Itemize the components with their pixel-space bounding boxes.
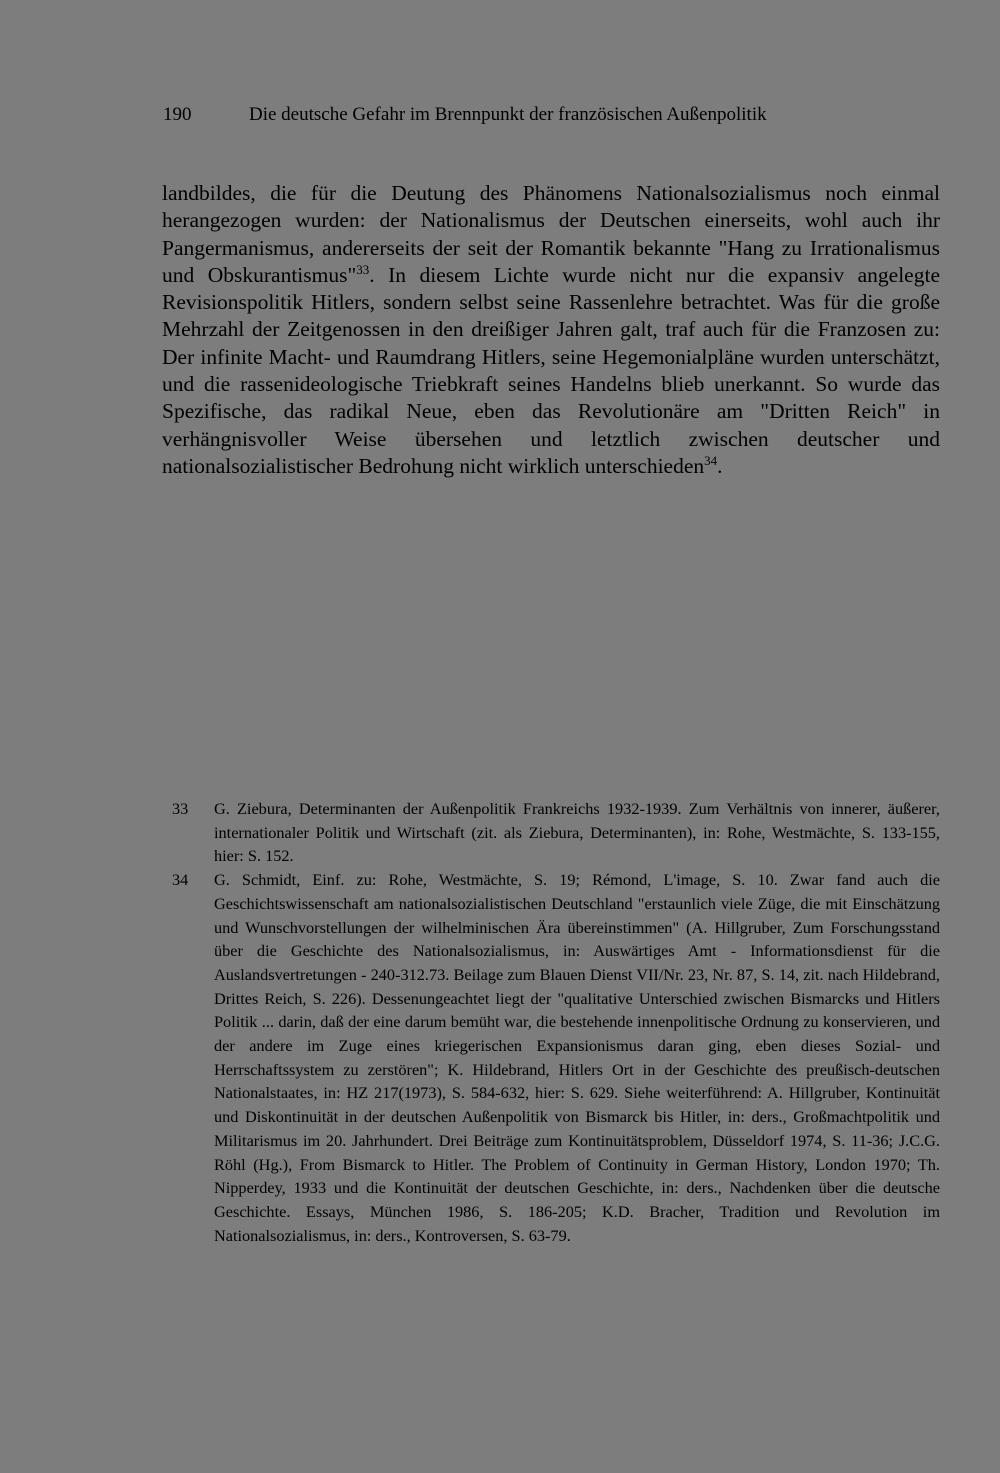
body-paragraph [162,180,940,480]
footnote-number: 33 [172,799,189,818]
footnote-number: 34 [172,870,189,890]
body-text-end: . [717,453,723,478]
footnote-33 [172,797,940,868]
footnote-ref-34[interactable]: 34 [704,452,718,468]
footnote-ref-33[interactable]: 33 [356,261,370,277]
running-title: Die deutsche Gefahr im Brennpunkt der französischen Außenpolitik [249,104,767,125]
footnote-text: G. Schmidt, Einf. zu: Rohe, Westmächte, S. 19; Rémond, L'image, S. 10. Zwar fand auch die Geschichtswissenschaft am nationalsozialistischen Deutschland "erstaunlich viele Züge, die mit Einschätzung und Wunschvorstellungen der wilhelminischen Ära übereinstimmen" (A. Hillgruber, Zum Forschungsstand über die Geschichte des Nationalsozialismus, in: Auswärtiges Amt - Informationsdienst für die Auslandsvertretungen - 240-312.73. Beilage zum Blauen Dienst VII/Nr. 23, Nr. 87, S. 14, zit. nach Hildebrand, Drittes Reich, S. 226). Dessenungeachtet liegt der "qualitative Unterschied zwischen Bismarcks und Hitlers Politik ... darin, daß der eine darum bemüht war, die bestehende innenpolitische Ordnung zu konservieren, und der andere im Zuge eines kriegerischen Expansionismus daran ging, eben dieses Sozial- und Herrschaftssystem zu zerstören"; K. Hildebrand, Hitlers Ort in der Geschichte des preußisch-deutschen Nationalstaates, in: HZ 217(1973), S. 584-632, hier: S. 629. Siehe weiterführend: A. Hillgruber, Kontinuität und Diskontinuität in der deutschen Außenpolitik von Bismarck bis Hitler, in: ders., Großmachtpolitik und Militarismus im 20. Jahrhundert. Drei Beiträge zum Kontinuitätsproblem, Düsseldorf 1974, S. 11-36; J.C.G. Röhl (Hg.), From Bismarck to Hitler. The Problem of Continuity in German History, London 1970; Th. Nipperdey, 1933 und die Kontinuität der deutschen Geschichte, in: ders., Nachdenken über die deutsche Geschichte. Essays, München 1986, S. 186-205; K.D. Bracher, Tradition und Revolution im Nationalsozialismus, in: ders., Kontroversen, S. 63-79. [214,870,940,1245]
body-text-part-1: landbildes, die für die Deutung des Phänomens Nationalsozialismus noch einmal herangezogen wurden: der Nationalismus der Deutschen einerseits, wohl auch ihr Pangermanismus, andererseits der seit der Romantik bekannte "Hang zu Irrationalismus und Obskurantismus" [162,181,940,287]
footnotes-section [172,797,940,1247]
page-number: 190 [163,104,192,125]
footnote-34 [172,868,940,1247]
running-header [163,102,863,128]
body-text-part-2: . In diesem Lichte wurde nicht nur die expansiv angelegte Revisionspolitik Hitlers, sondern selbst seine Rassenlehre betrachtet. Was für die große Mehrzahl der Zeitgenossen in den dreißiger Jahren galt, traf auch für die Franzosen zu: Der infinite Macht- und Raumdrang Hitlers, seine Hegemonialpläne wurden unterschätzt, und die rassenideologische Triebkraft seines Handelns blieb unerkannt. So wurde das Spezifische, das radikal Neue, eben das Revolutionäre am "Dritten Reich" in verhängnisvoller Weise übersehen und letztlich zwischen deutscher und nationalsozialistischer Bedrohung nicht wirklich unterschieden [162,262,940,478]
footnote-text: G. Ziebura, Determinanten der Außenpolitik Frankreichs 1932-1939. Zum Verhältnis von innerer, äußerer, internationaler Politik und Wirtschaft (zit. als Ziebura, Determinanten), in: Rohe, Westmächte, S. 133-155, hier: S. 152. [214,799,940,866]
